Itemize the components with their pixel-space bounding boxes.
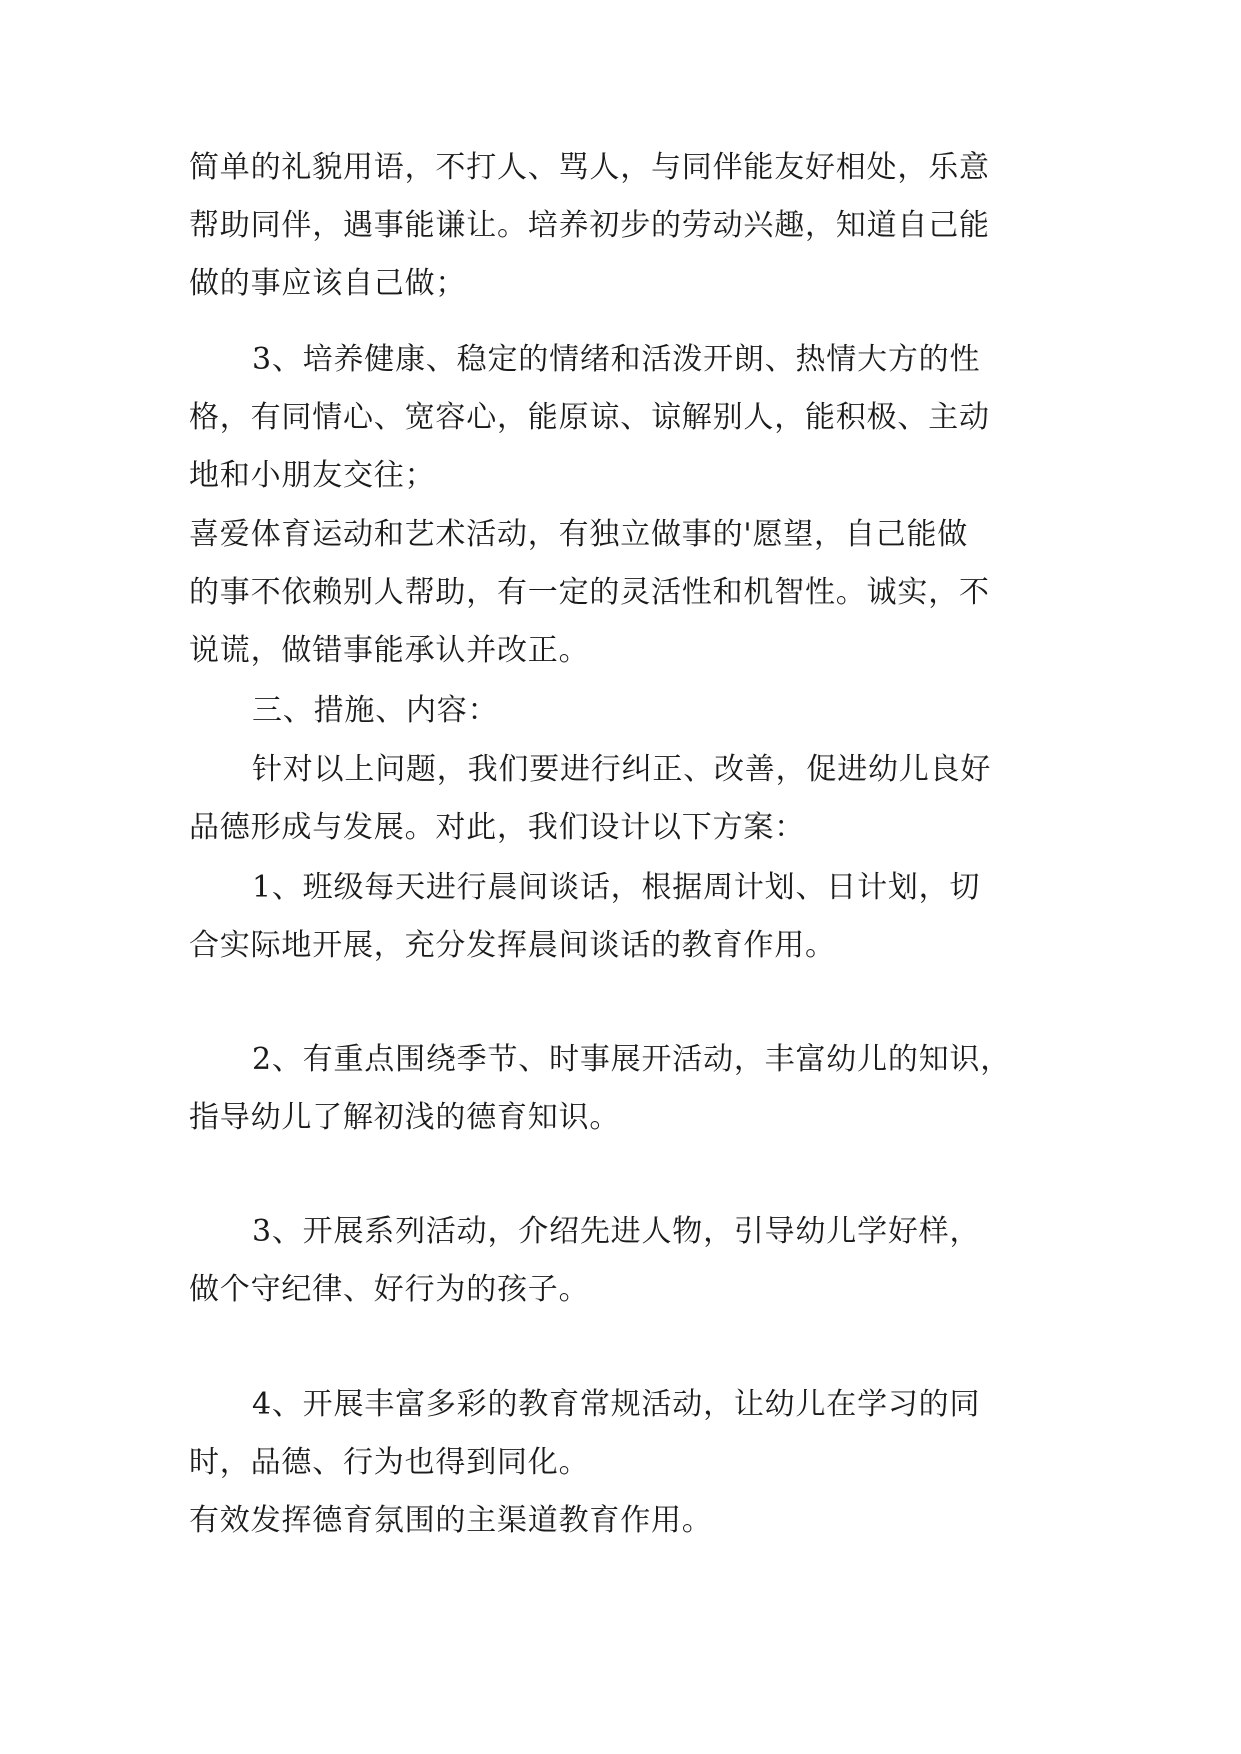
line-text: 格，有同情心、宽容心，能原谅、谅解别人，能积极、主动 xyxy=(189,400,990,435)
line-text: 做个守纪律、好行为的孩子。 xyxy=(189,1272,590,1307)
text-line xyxy=(0,342,1241,378)
text-line xyxy=(0,1503,1241,1539)
text-line xyxy=(0,266,1241,302)
text-line xyxy=(0,458,1241,494)
line-text: 3、培养健康、稳定的情绪和活泼开朗、热情大方的性 xyxy=(252,342,981,377)
text-line xyxy=(0,150,1241,186)
line-text: 说谎，做错事能承认并改正。 xyxy=(189,633,590,668)
line-text: 三、措施、内容： xyxy=(252,693,499,728)
line-text: 针对以上问题，我们要进行纠正、改善，促进幼儿良好 xyxy=(252,752,992,787)
text-line xyxy=(0,1100,1241,1136)
line-text: 时，品德、行为也得到同化。 xyxy=(189,1445,590,1480)
line-text: 2、有重点围绕季节、时事展开活动，丰富幼儿的知识， xyxy=(252,1042,1012,1077)
line-text: 简单的礼貌用语，不打人、骂人，与同伴能友好相处，乐意 xyxy=(189,150,990,185)
line-text: 合实际地开展，充分发挥晨间谈话的教育作用。 xyxy=(189,928,836,963)
text-line xyxy=(0,1214,1241,1250)
line-text: 有效发挥德育氛围的主渠道教育作用。 xyxy=(189,1503,713,1538)
section-heading xyxy=(0,693,1241,729)
line-text: 的事不依赖别人帮助，有一定的灵活性和机智性。诚实，不 xyxy=(189,575,990,610)
text-line xyxy=(0,870,1241,906)
line-text: 品德形成与发展。对此，我们设计以下方案： xyxy=(189,810,805,845)
text-line xyxy=(0,928,1241,964)
text-line xyxy=(0,633,1241,669)
text-line xyxy=(0,1387,1241,1423)
line-text: 帮助同伴，遇事能谦让。培养初步的劳动兴趣，知道自己能 xyxy=(189,208,990,243)
text-line xyxy=(0,517,1241,553)
text-line xyxy=(0,1445,1241,1481)
text-line xyxy=(0,1272,1241,1308)
text-line xyxy=(0,400,1241,436)
line-text: 1、班级每天进行晨间谈话，根据周计划、日计划，切 xyxy=(252,870,981,905)
text-line xyxy=(0,810,1241,846)
text-line xyxy=(0,1042,1241,1078)
line-text: 4、开展丰富多彩的教育常规活动，让幼儿在学习的同 xyxy=(252,1387,981,1422)
text-line xyxy=(0,752,1241,788)
text-line xyxy=(0,575,1241,611)
text-line xyxy=(0,208,1241,244)
line-text: 做的事应该自己做； xyxy=(189,266,467,301)
line-text: 3、开展系列活动，介绍先进人物，引导幼儿学好样， xyxy=(252,1214,981,1249)
line-text: 指导幼儿了解初浅的德育知识。 xyxy=(189,1100,621,1135)
line-text: 地和小朋友交往； xyxy=(189,458,436,493)
line-text: 喜爱体育运动和艺术活动，有独立做事的'愿望，自己能做 xyxy=(189,517,969,552)
